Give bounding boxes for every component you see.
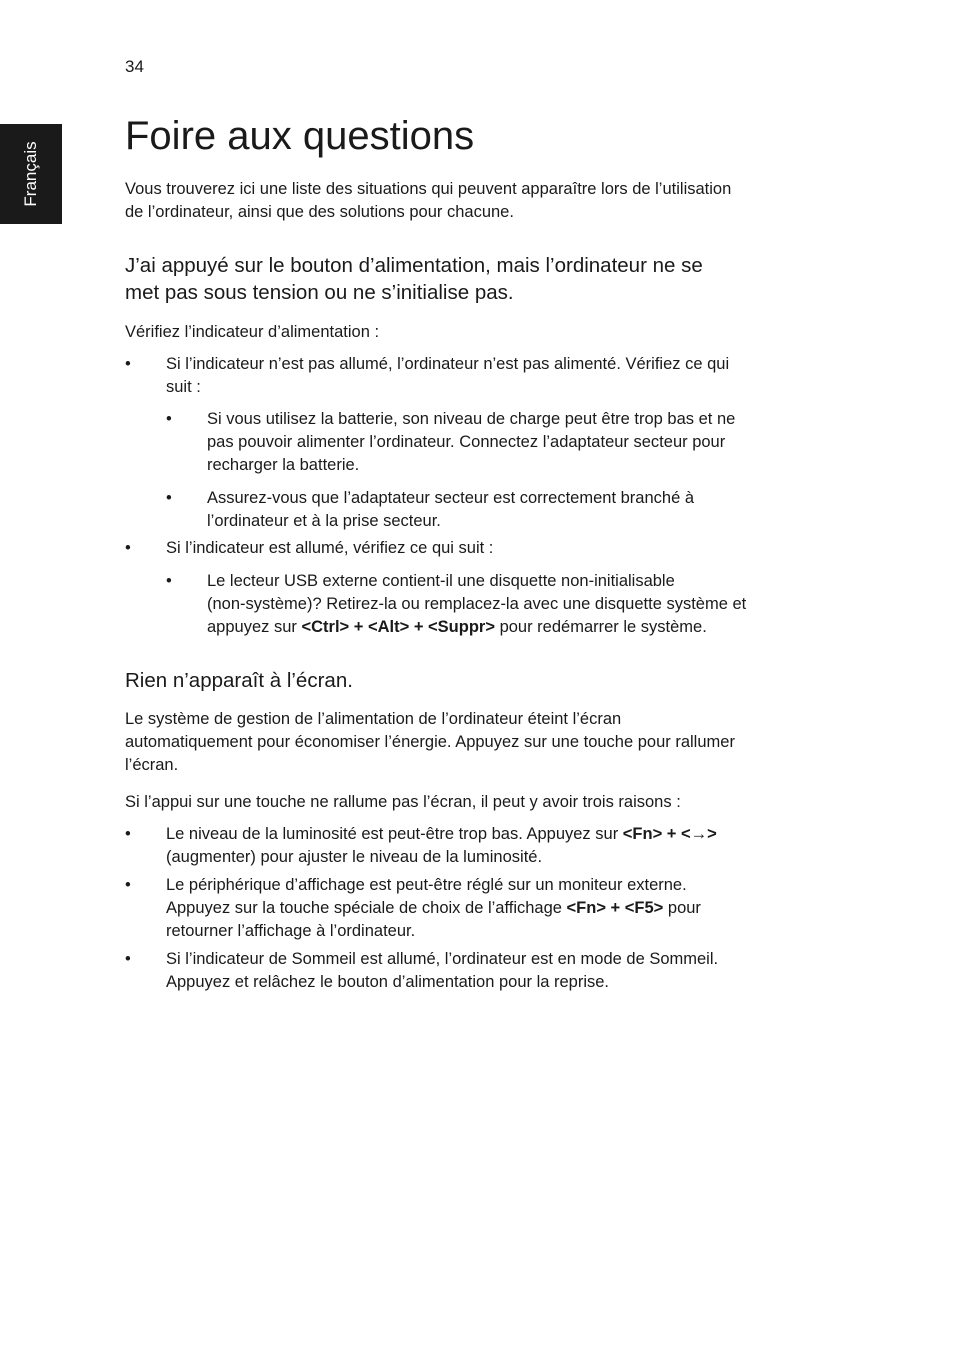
- key-combo: <Ctrl> + <Alt> + <Suppr>: [301, 618, 495, 636]
- language-tab: [0, 124, 62, 224]
- bullet: •: [125, 950, 131, 968]
- section-heading-no-display: Rien n’apparaît à l’écran.: [125, 669, 353, 692]
- list-item-text: Si l’indicateur est allumé, vérifiez ce qui suit :: [166, 539, 494, 557]
- section-heading-power: J’ai appuyé sur le bouton d’alimentation, mais l’ordinateur ne se met pas sous tension ou ne s’initialise pas.: [125, 254, 703, 304]
- bullet: •: [125, 876, 131, 894]
- list-item-text: Le périphérique d’affichage est peut-être réglé sur un moniteur externe. Appuyez sur la touche spéciale de choix de l’affichage <Fn> + <F5> pour retourner l’affichage à l’ordinateur.: [166, 876, 701, 940]
- list-item-text: Le niveau de la luminosité est peut-être trop bas. Appuyez sur <Fn> + <→> (augmenter) pour ajuster le niveau de la luminosité.: [166, 825, 717, 866]
- bullet: •: [125, 355, 131, 373]
- power-indicator-lead: Vérifiez l’indicateur d’alimentation :: [125, 323, 380, 341]
- bullet: •: [166, 572, 172, 590]
- bullet: •: [166, 489, 172, 507]
- paragraph: Le système de gestion de l’alimentation de l’ordinateur éteint l’écran automatiquement pour économiser l’énergie. Appuyez sur une touche pour rallumer l’écran.: [125, 710, 735, 774]
- bullet: •: [125, 825, 131, 843]
- key-combo: <Fn> + <→>: [622, 825, 717, 843]
- list-item-text: Assurez-vous que l’adaptateur secteur est correctement branché à l’ordinateur et à la prise secteur.: [207, 489, 695, 530]
- list-item-text: Si l’indicateur n’est pas allumé, l’ordinateur n’est pas alimenté. Vérifiez ce qui suit :: [166, 355, 730, 396]
- page-number: 34: [125, 57, 144, 76]
- page-title: Foire aux questions: [125, 114, 475, 158]
- intro-paragraph: Vous trouverez ici une liste des situations qui peuvent apparaître lors de l’utilisation de l’ordinateur, ainsi que des solutions pour chacune.: [125, 180, 732, 221]
- list-item-text: Si vous utilisez la batterie, son niveau de charge peut être trop bas et ne pas pouvoir alimenter l’ordinateur. Connectez l’adaptateur secteur pour recharger la batterie.: [207, 410, 736, 474]
- key-combo: <Fn> + <F5>: [566, 899, 664, 917]
- bullet: •: [166, 410, 172, 428]
- language-tab-label: Français: [21, 141, 40, 207]
- bullet: •: [125, 539, 131, 557]
- list-item-text: Le lecteur USB externe contient-il une disquette non-initialisable (non-système)? Retirez-la ou remplacez-la avec une disquette système et appuyez sur <Ctrl> + <Alt> + <Suppr> pour redémarrer le système.: [207, 572, 747, 636]
- paragraph: Si l’appui sur une touche ne rallume pas l’écran, il peut y avoir trois raisons :: [125, 793, 681, 811]
- list-item-text: Si l’indicateur de Sommeil est allumé, l’ordinateur est en mode de Sommeil. Appuyez et relâchez le bouton d’alimentation pour la reprise.: [166, 950, 719, 991]
